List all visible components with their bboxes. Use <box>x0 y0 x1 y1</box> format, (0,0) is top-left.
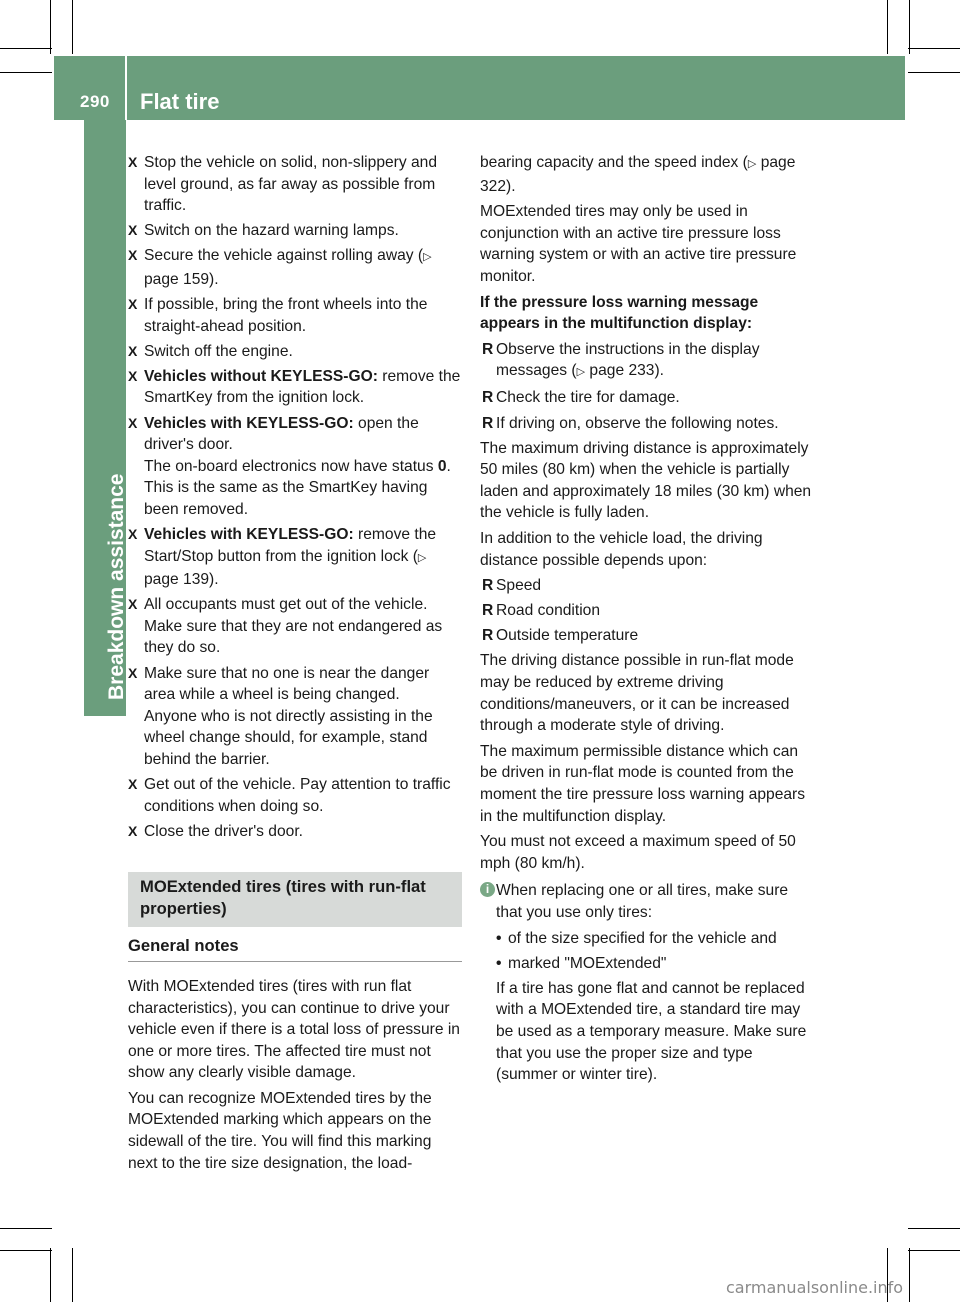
step-item: X Switch off the engine. <box>128 341 462 363</box>
paragraph: In addition to the vehicle load, the driving distance possible depends upon: <box>480 530 763 569</box>
header-divider <box>125 56 127 120</box>
crop-mark <box>50 1248 51 1302</box>
page-ref-icon: ▷ <box>417 551 427 564</box>
crop-mark <box>0 72 52 73</box>
subheading: General notes <box>128 935 462 962</box>
paragraph: The maximum permissible distance which can be driven in run-flat mode is counted from the moment the tire pressure loss warning appears in the multifunction display. <box>480 742 806 825</box>
crop-mark <box>908 1228 960 1229</box>
crop-mark <box>50 0 51 54</box>
watermark: carmanualsonline.info <box>726 1278 904 1297</box>
crop-mark <box>909 1248 910 1302</box>
left-column <box>128 152 462 1178</box>
page-ref-icon: ▷ <box>747 158 757 170</box>
crop-mark <box>908 1250 960 1251</box>
note-text: If a tire has gone flat and cannot be replaced with a MOExtended tire, a standard tire may be used as a temporary measure. Make sure that you use the proper size and type (summer or winter tire). <box>496 979 807 1084</box>
crop-mark <box>72 0 73 54</box>
page-title: Flat tire <box>140 89 220 114</box>
info-note <box>480 880 816 1085</box>
crop-mark <box>909 0 910 54</box>
step-item: X Secure the vehicle against rolling away (▷ page 159). <box>128 247 432 288</box>
bullet-marker-icon: R <box>482 627 494 645</box>
bullet-marker-icon: R <box>482 577 494 595</box>
bullet-dot-icon: • <box>496 954 502 972</box>
page-reference-link[interactable]: page 159 <box>144 270 210 288</box>
step-marker-icon: X <box>128 222 138 239</box>
step-marker-icon: X <box>128 414 138 431</box>
paragraph: The driving distance possible in run-flat mode may be reduced by extreme driving conditions/maneuvers, or it can be increased through a moderate style of driving. <box>480 652 794 735</box>
bullet-item: R Road condition <box>480 600 816 622</box>
info-icon: i <box>480 882 495 897</box>
bullet-item: R Outside temperature <box>480 625 816 647</box>
crop-mark <box>0 48 52 49</box>
step-item: X Get out of the vehicle. Pay attention to traffic conditions when doing so. <box>128 776 451 815</box>
note-text: When replacing one or all tires, make sure that you use only tires: <box>496 882 789 921</box>
step-item: X Stop the vehicle on solid, non-slippery and level ground, as far away as possible from traffic. <box>128 154 437 215</box>
step-item: X All occupants must get out of the vehicle. Make sure that they are not endangered as they do so. <box>128 596 443 657</box>
bold-heading: If the pressure loss warning message appears in the multifunction display: <box>480 293 759 333</box>
bullet-item: R Observe the instructions in the display messages (▷ page 233). <box>482 340 760 380</box>
step-marker-icon: X <box>128 776 138 793</box>
step-marker-icon: X <box>128 247 138 264</box>
side-tab-label: Breakdown assistance <box>105 473 128 700</box>
bullet-item: R If driving on, observe the following notes. <box>480 413 816 435</box>
step-marker-icon: X <box>128 596 138 613</box>
crop-mark <box>908 48 960 49</box>
step-item: X Switch on the hazard warning lamps. <box>128 220 462 242</box>
crop-mark <box>0 1228 52 1229</box>
page-number: 290 <box>80 92 110 111</box>
step-marker-icon: X <box>128 526 138 542</box>
crop-mark <box>908 72 960 73</box>
step-marker-icon: X <box>128 664 138 681</box>
step-item: X Close the driver's door. <box>128 821 462 843</box>
section-heading: MOExtended tires (tires with run-flat properties) <box>128 872 462 927</box>
crop-mark <box>0 1250 52 1251</box>
page-reference-link[interactable]: page 233 <box>589 362 655 380</box>
step-marker-icon: X <box>128 154 138 170</box>
bullet-item: R Check the tire for damage. <box>480 387 816 409</box>
page-ref-icon: ▷ <box>423 251 432 264</box>
step-marker-icon: X <box>128 367 138 384</box>
page-ref-icon: ▷ <box>576 366 586 379</box>
paragraph: You can recognize MOExtended tires by the MOExtended marking which appears on the sidewall of the tire. You will find this marking next to the tire size designation, the load- <box>128 1089 432 1172</box>
bullet-dot-icon: • <box>496 929 502 947</box>
step-item: X Vehicles with KEYLESS-GO: open the driver's door. The on-board electronics now have status 0. This is the same as the SmartKey having been removed. <box>128 414 451 518</box>
bullet-item: R Speed <box>480 575 816 597</box>
note-bullet-item: • of the size specified for the vehicle and <box>496 928 816 950</box>
right-column <box>480 152 816 1090</box>
paragraph: The maximum driving distance is approximately 50 miles (80 km) when the vehicle is partially laden and approximately 18 miles (30 km) when the vehicle is fully laden. <box>480 439 812 522</box>
bullet-marker-icon: R <box>482 389 494 407</box>
page-reference-link[interactable]: page 322 <box>480 154 796 195</box>
paragraph: bearing capacity and the speed index (▷ page 322). <box>480 154 796 195</box>
paragraph: You must not exceed a maximum speed of 50 mph (80 km/h). <box>480 833 796 872</box>
bullet-marker-icon: R <box>482 602 494 620</box>
step-item: X Vehicles without KEYLESS-GO: remove the SmartKey from the ignition lock. <box>128 367 461 407</box>
step-item: X Make sure that no one is near the danger area while a wheel is being changed. Anyone who is not directly assisting in the wheel change should, for example, stand behind the barrier. <box>128 664 433 768</box>
paragraph: With MOExtended tires (tires with run flat characteristics), you can continue to drive your vehicle even if there is a total loss of pressure in one or more tires. The affected tire must not show any clearly visible damage. <box>128 977 460 1082</box>
step-item: X If possible, bring the front wheels into the straight-ahead position. <box>128 296 428 335</box>
step-marker-icon: X <box>128 822 138 839</box>
paragraph: MOExtended tires may only be used in conjunction with an active tire pressure loss warning system or with an active tire pressure monitor. <box>480 203 797 285</box>
page-reference-link[interactable]: page 139 <box>144 571 210 589</box>
crop-mark <box>887 0 888 54</box>
note-bullet-item: • marked "MOExtended" <box>496 953 816 975</box>
bullet-marker-icon: R <box>482 340 494 358</box>
bullet-marker-icon: R <box>482 414 494 432</box>
step-item: X Vehicles with KEYLESS-GO: remove the Start/Stop button from the ignition lock (▷ page 139). <box>128 526 437 589</box>
crop-mark <box>72 1248 73 1302</box>
step-marker-icon: X <box>128 342 138 359</box>
step-marker-icon: X <box>128 296 138 313</box>
